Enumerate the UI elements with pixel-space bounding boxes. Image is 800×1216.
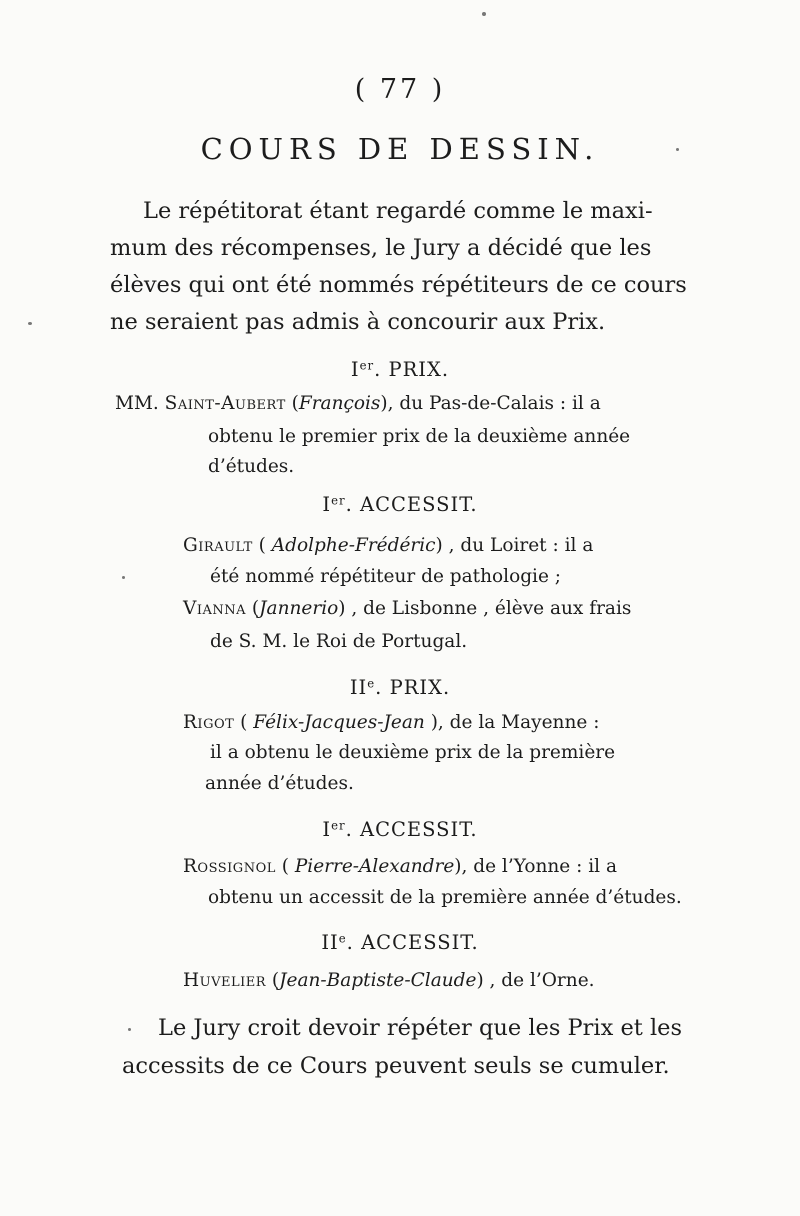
entry-girault-line-2: été nommé répétiteur de pathologie ; [210,566,562,587]
intro-line-3: élèves qui ont été nommés répétiteurs de ce cours [110,272,687,298]
heading-numeral: II [321,931,339,954]
heading-ordinal: er [331,493,346,508]
laureate-name: Rossignol [183,856,276,877]
heading-label: . ACCESSIT. [345,493,478,516]
heading-label: . PRIX. [374,358,450,381]
entry-girault-line-1: Girault ( Adolphe-Frédéric) , du Loiret : il a [183,535,594,556]
laureate-name: Saint-Aubert [164,393,286,414]
entry-rigot-line-2: il a obtenu le deuxième prix de la première [210,742,616,763]
entry-rossignol-line-1: Rossignol ( Pierre-Alexandre), de l’Yonne : il a [183,856,617,877]
entry-detail: , du Pas-de-Calais : il a [387,393,601,414]
heading-numeral: I [322,493,332,516]
scan-speck [128,1028,131,1031]
laureate-name: Girault [183,535,253,556]
heading-deuxieme-prix [0,676,800,699]
laureate-name: Huvelier [183,970,267,991]
heading-label: . PRIX. [375,676,451,699]
closing-line-2: accessits de ce Cours peuvent seuls se cumuler. [122,1053,670,1079]
heading-ordinal: e [367,676,376,691]
entry-rigot-line-3: année d’études. [205,773,354,794]
heading-label: . ACCESSIT. [346,931,479,954]
heading-numeral: II [349,676,368,699]
heading-label: . ACCESSIT. [345,818,478,841]
heading-ordinal: er [331,818,346,833]
heading-numeral: I [350,358,360,381]
entry-saint-aubert-line-3: d’études. [208,456,295,477]
entry-detail: ), de la Mayenne : [424,712,600,733]
laureate-given-name: Jannerio [259,598,339,619]
heading-numeral: I [322,818,332,841]
scan-speck [482,12,486,16]
closing-line-1: Le Jury croit devoir répéter que les Prix et les [158,1015,683,1041]
intro-line-1: Le répétitorat étant regardé comme le maxi- [143,198,653,224]
heading-premier-accessit [0,493,800,516]
laureate-given-name: François [298,393,381,414]
scan-speck [122,576,125,579]
heading-deuxieme-accessit [0,931,800,954]
entry-vianna-line-1: Vianna (Jannerio) , de Lisbonne , élève aux frais [183,598,632,619]
entry-rigot-line-1: Rigot ( Félix-Jacques-Jean ), de la Mayenne : [183,712,600,733]
entry-prefix: MM. [115,393,165,414]
entry-saint-aubert-line-2: obtenu le premier prix de la deuxième année [208,426,631,447]
entry-detail: ) , de l’Orne. [476,970,595,991]
page-number: ( 77 ) [354,74,446,105]
entry-detail: ), de l’Yonne : il a [454,856,617,877]
page-title: COURS DE DESSIN. [200,132,600,166]
laureate-name: Vianna [183,598,247,619]
entry-huvelier-line-1: Huvelier (Jean-Baptiste-Claude) , de l’Orne. [183,970,595,991]
entry-vianna-line-2: de S. M. le Roi de Portugal. [210,631,468,652]
entry-detail: , de Lisbonne , élève aux frais [345,598,632,619]
entry-rossignol-line-2: obtenu un accessit de la première année d’études. [208,887,682,908]
laureate-given-name: Pierre-Alexandre [294,856,455,877]
laureate-given-name: Jean-Baptiste-Claude [279,970,477,991]
heading-premier-accessit-2 [0,818,800,841]
laureate-given-name: Félix-Jacques-Jean [253,712,425,733]
scan-speck [28,322,32,325]
intro-line-4: ne seraient pas admis à concourir aux Prix. [110,309,606,335]
heading-ordinal: e [338,931,347,946]
laureate-name: Rigot [183,712,235,733]
scan-speck [676,148,679,151]
laureate-given-name: Adolphe-Frédéric [271,535,436,556]
entry-saint-aubert-line-1: MM. Saint-Aubert (François), du Pas-de-Calais : il a [115,393,601,414]
entry-detail: , du Loiret : il a [442,535,594,556]
intro-line-2: mum des récompenses, le Jury a décidé que les [110,235,652,261]
heading-premier-prix [0,358,800,381]
heading-ordinal: er [359,358,375,373]
